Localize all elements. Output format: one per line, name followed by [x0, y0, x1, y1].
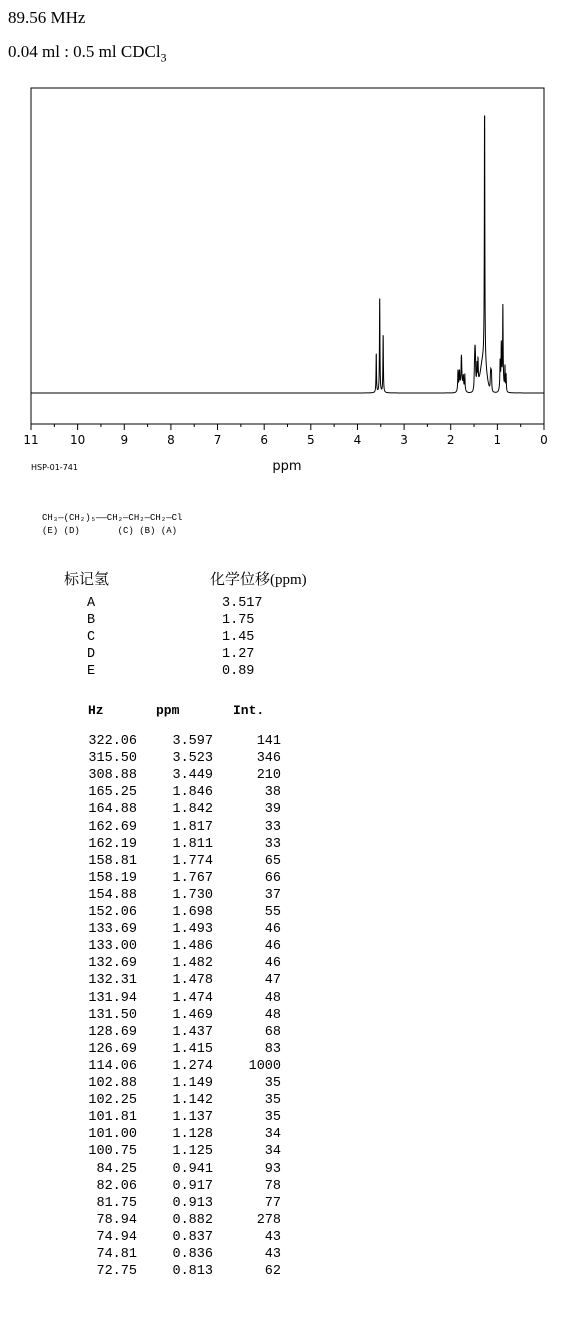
- peak-ppm: 1.142: [172, 1093, 213, 1109]
- peak-intensity: 346: [256, 751, 281, 767]
- x-tick-label: 0: [540, 433, 548, 447]
- peak-ppm: 1.767: [172, 870, 213, 886]
- peak-ppm: 3.523: [172, 751, 213, 767]
- group-label-c: (C): [117, 526, 134, 536]
- peak-intensity: 34: [264, 1144, 281, 1160]
- peak-intensity: 39: [264, 802, 281, 818]
- peak-ppm: 1.698: [172, 905, 213, 920]
- x-tick-label: 9: [120, 433, 129, 447]
- group-label-d: (D): [63, 526, 80, 536]
- peak-intensity: 33: [264, 836, 281, 852]
- group-label-b: (B): [139, 526, 156, 536]
- peak-hz: 133.00: [88, 939, 137, 955]
- assignment-label: C: [87, 630, 96, 645]
- x-axis-ticks: [31, 424, 544, 430]
- peak-hz: 128.69: [88, 1024, 137, 1040]
- assignment-shift: 0.89: [222, 664, 255, 679]
- peak-intensity: 1000: [248, 1058, 281, 1074]
- peak-ppm: 0.813: [172, 1264, 213, 1280]
- peak-ppm: 3.597: [172, 734, 213, 749]
- peak-ppm: 0.941: [172, 1161, 213, 1177]
- peak-ppm: 1.137: [172, 1110, 213, 1126]
- peak-hz: 315.50: [88, 751, 137, 767]
- peak-ppm: 1.730: [172, 887, 213, 903]
- peak-intensity: 43: [264, 1247, 281, 1262]
- x-tick-label: 8: [167, 433, 175, 447]
- peak-hz: 152.06: [88, 905, 137, 920]
- peak-intensity: 35: [264, 1110, 281, 1126]
- peak-ppm: 1.493: [172, 922, 213, 938]
- peak-hz: 72.75: [96, 1264, 137, 1280]
- peak-intensity: 47: [264, 973, 281, 989]
- x-tick-label: 3: [400, 433, 408, 447]
- peak-ppm: 1.469: [172, 1007, 213, 1023]
- assignment-shift: 3.517: [222, 596, 263, 611]
- peak-ppm: 1.274: [172, 1058, 213, 1074]
- peak-ppm: 1.125: [172, 1144, 213, 1160]
- group-label-a: (A): [160, 526, 178, 536]
- peak-hz: 308.88: [88, 768, 137, 784]
- peak-intensity: 66: [264, 870, 281, 886]
- peak-ppm: 1.811: [172, 836, 213, 852]
- peak-ppm: 1.149: [172, 1076, 213, 1091]
- peak-hz: 74.81: [96, 1247, 137, 1262]
- x-tick-label: 10: [69, 433, 86, 447]
- peak-hz: 74.94: [96, 1229, 137, 1245]
- assignment-header-shift: 化学位移(ppm): [210, 572, 307, 588]
- peak-ppm: 1.774: [172, 853, 213, 869]
- peak-point: [474, 379, 475, 380]
- structure-formula-line: CH₃—(CH₂)₅——CH₂—CH₂—CH₂—Cl: [42, 513, 183, 523]
- peak-hz: 100.75: [88, 1144, 137, 1160]
- peak-hz: 102.88: [88, 1076, 137, 1091]
- peak-hz: 322.06: [88, 734, 137, 749]
- peak-hz: 84.25: [96, 1161, 137, 1177]
- peak-hz: 132.69: [88, 956, 137, 972]
- peak-ppm: 1.474: [172, 990, 213, 1006]
- peak-hz: 101.81: [88, 1110, 137, 1126]
- peak-ppm: 1.817: [172, 819, 213, 835]
- x-axis-tick-labels: [23, 433, 547, 447]
- peak-point: [459, 383, 460, 384]
- assignment-label: E: [87, 664, 96, 679]
- x-tick-label: 2: [446, 433, 455, 447]
- peak-hz: 82.06: [96, 1178, 137, 1194]
- spectrum-id: HSP-01-741: [31, 463, 78, 472]
- peak-point: [379, 297, 380, 298]
- peak-hz: 133.69: [88, 922, 137, 938]
- peak-ppm: 0.836: [172, 1247, 213, 1262]
- assignment-label: D: [87, 647, 96, 662]
- peak-ppm: 0.917: [172, 1178, 213, 1194]
- peak-intensity: 55: [264, 905, 281, 920]
- peak-hz: 132.31: [88, 973, 137, 989]
- peak-intensity: 77: [264, 1195, 281, 1211]
- peak-intensity: 33: [264, 819, 281, 835]
- peak-hz: 162.69: [88, 819, 137, 835]
- peak-hz: 131.94: [88, 990, 137, 1006]
- peak-hz: 158.81: [88, 853, 137, 869]
- peak-intensity: 62: [264, 1264, 281, 1280]
- peak-hz: 158.19: [88, 870, 137, 886]
- peak-intensity: 65: [264, 853, 281, 869]
- peak-hz: 165.25: [88, 785, 137, 801]
- peak-hz: 131.50: [88, 1007, 137, 1023]
- peak-intensity: 210: [256, 768, 281, 784]
- spectrum-trace: [31, 116, 544, 393]
- peak-intensity: 35: [264, 1076, 281, 1091]
- spectrometer-frequency: 89.56 MHz: [8, 8, 86, 27]
- peak-hz: 164.88: [88, 802, 137, 818]
- peak-hz: 162.19: [88, 836, 137, 852]
- plot-frame: [31, 88, 544, 424]
- peak-intensity: 46: [264, 939, 281, 955]
- peak-intensity: 37: [264, 887, 281, 903]
- peak-point: [475, 379, 476, 380]
- peak-hz: 102.25: [88, 1093, 137, 1109]
- peak-intensity: 83: [264, 1041, 281, 1057]
- peak-ppm: 1.128: [172, 1127, 213, 1143]
- x-tick-label: 6: [260, 433, 269, 447]
- peak-ppm: 1.846: [172, 785, 213, 801]
- assignment-shift: 1.75: [222, 613, 255, 628]
- peak-intensity: 141: [256, 734, 281, 749]
- peak-ppm: 0.913: [172, 1195, 213, 1211]
- peak-intensity: 278: [256, 1212, 281, 1228]
- peak-point: [475, 379, 476, 380]
- peak-intensity: 38: [264, 785, 281, 801]
- structure-formula: [42, 512, 182, 538]
- peak-intensity: 48: [264, 990, 281, 1006]
- peak-ppm: 0.882: [172, 1212, 213, 1228]
- peak-ppm: 1.842: [172, 802, 213, 818]
- peak-table-header-ppm: ppm: [156, 703, 180, 718]
- assignment-label: B: [87, 613, 96, 628]
- x-tick-label: 5: [306, 433, 315, 447]
- peak-intensity: 93: [264, 1161, 281, 1177]
- peak-hz: 114.06: [88, 1058, 137, 1074]
- peak-ppm: 0.837: [172, 1229, 213, 1245]
- peak-hz: 78.94: [96, 1212, 137, 1228]
- assignment-header-label: 标记氢: [64, 572, 110, 588]
- peak-hz: 154.88: [88, 887, 137, 903]
- peak-table-header-hz: Hz: [88, 703, 104, 718]
- peak-hz: 126.69: [88, 1041, 137, 1057]
- peak-ppm: 1.415: [172, 1041, 213, 1057]
- peak-ppm: 3.449: [172, 768, 213, 784]
- peak-ppm: 1.486: [172, 939, 213, 955]
- solvent-text: 0.04 ml : 0.5 ml CDCl: [8, 42, 161, 61]
- x-tick-label: 11: [23, 433, 39, 447]
- peak-ppm: 1.478: [172, 973, 213, 989]
- peak-intensity: 68: [264, 1024, 281, 1040]
- peak-intensity: 78: [264, 1178, 281, 1194]
- peak-intensity: 43: [264, 1229, 281, 1245]
- peak-table-header-int: Int.: [233, 703, 265, 718]
- peak-hz: 101.00: [88, 1127, 137, 1143]
- x-axis-label: ppm: [272, 459, 302, 474]
- group-label-e: (E): [42, 526, 59, 536]
- sample-solvent: [8, 42, 167, 65]
- peak-intensity: 46: [264, 922, 281, 938]
- peak-ppm: 1.482: [172, 956, 213, 972]
- peak-intensity: 35: [264, 1093, 281, 1109]
- x-tick-label: 1: [493, 433, 502, 447]
- peak-point: [459, 383, 460, 384]
- assignment-shift: 1.45: [222, 630, 255, 645]
- peak-intensity: 46: [264, 956, 281, 972]
- solvent-subscript: 3: [160, 50, 167, 65]
- assignment-label: A: [87, 596, 96, 611]
- assignment-shift: 1.27: [222, 647, 255, 662]
- structure-group-labels: [42, 525, 182, 538]
- peak-intensity: 48: [264, 1007, 281, 1023]
- x-tick-label: 7: [213, 433, 222, 447]
- x-tick-label: 4: [353, 433, 362, 447]
- peak-intensity: 34: [264, 1127, 281, 1143]
- peak-hz: 81.75: [96, 1195, 137, 1211]
- peak-ppm: 1.437: [172, 1024, 213, 1040]
- peak-markers: [376, 115, 507, 384]
